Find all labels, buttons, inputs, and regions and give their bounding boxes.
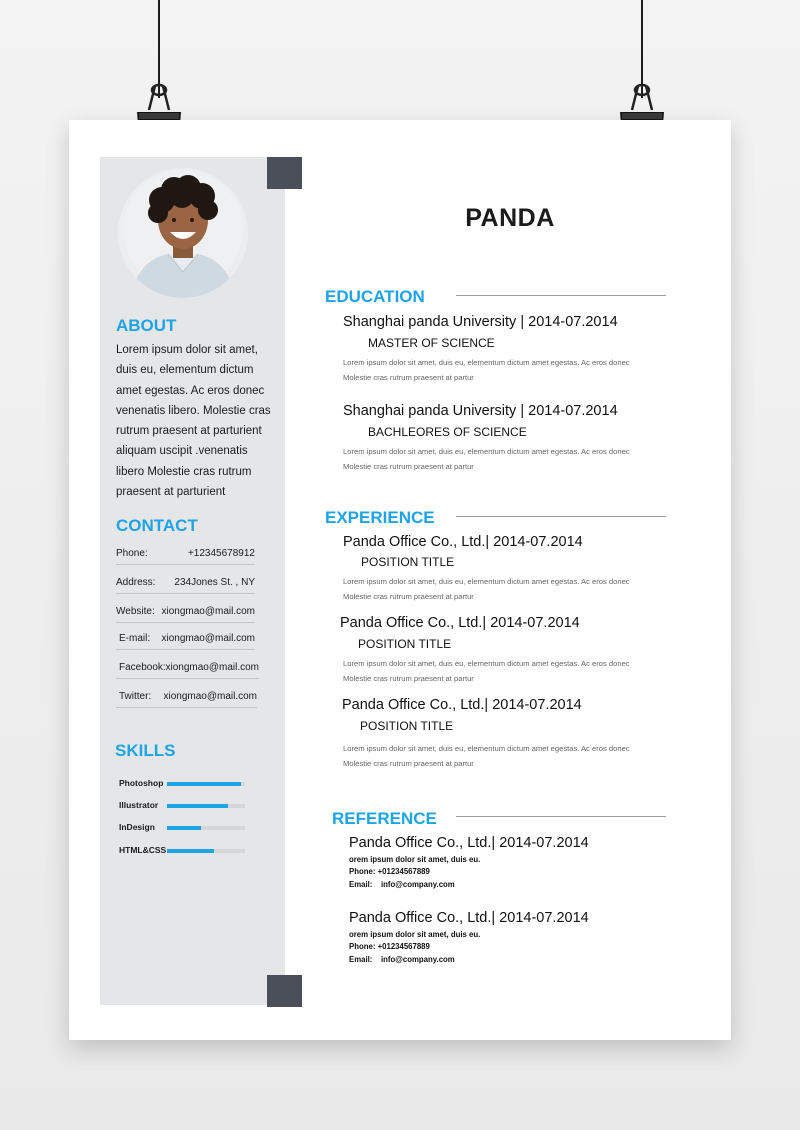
- contact-row-twitter: [116, 689, 257, 708]
- contact-label: Facebook:: [119, 662, 166, 673]
- contact-label: Address:: [116, 577, 156, 588]
- skill-bar-fill: [167, 849, 214, 853]
- reference-entry-description: orem ipsum dolor sit amet, duis eu.: [349, 855, 481, 864]
- decor-square-top: [267, 157, 302, 189]
- reference-entry-description: orem ipsum dolor sit amet, duis eu.: [349, 930, 481, 939]
- experience-entry-heading: Panda Office Co., Ltd.| 2014-07.2014: [343, 534, 583, 550]
- skill-bar-fill: [167, 782, 241, 786]
- education-entry-degree: BACHLEORES OF SCIENCE: [368, 425, 527, 439]
- skill-label: Photoshop: [119, 778, 164, 788]
- experience-entry-heading: Panda Office Co., Ltd.| 2014-07.2014: [342, 697, 582, 713]
- education-entry-degree: MASTER OF SCIENCE: [368, 336, 495, 350]
- skill-label: InDesign: [119, 822, 155, 832]
- skill-bar: [167, 849, 245, 853]
- section-divider: [456, 516, 666, 517]
- reference-entry-heading: Panda Office Co., Ltd.| 2014-07.2014: [349, 835, 589, 851]
- profile-photo: [118, 168, 248, 298]
- education-entry-heading: Shanghai panda University | 2014-07.2014: [343, 314, 618, 330]
- description-line: Lorem ipsum dolor sit amet, duis eu, elementum dictum amet egestas. Ac eros donec: [343, 447, 630, 456]
- skill-bar-fill: [167, 826, 201, 830]
- experience-title: EXPERIENCE: [325, 508, 435, 527]
- education-entry-description: [343, 444, 663, 474]
- reference-entry-email[interactable]: info@company.com: [381, 955, 455, 964]
- skill-bar: [167, 826, 245, 830]
- skill-bar: [167, 782, 245, 786]
- contact-row-email: [116, 631, 255, 650]
- contact-value[interactable]: xiongmao@mail.com: [161, 606, 255, 617]
- experience-entry-description: [343, 656, 663, 686]
- contact-row-address: [116, 575, 255, 594]
- contact-value[interactable]: xiongmao@mail.com: [161, 633, 255, 644]
- contact-row-phone: [116, 546, 255, 565]
- reference-entry-email[interactable]: info@company.com: [381, 880, 455, 889]
- reference-entry-phone: Phone: +01234567889: [349, 942, 430, 951]
- description-line: Molestie cras rutrum praesent at partur: [343, 373, 474, 382]
- reference-title: REFERENCE: [332, 809, 437, 828]
- reference-entry-heading: Panda Office Co., Ltd.| 2014-07.2014: [349, 910, 589, 926]
- experience-entry-heading: Panda Office Co., Ltd.| 2014-07.2014: [340, 615, 580, 631]
- skills-title: SKILLS: [115, 741, 176, 760]
- contact-value: 234Jones St. , NY: [174, 577, 255, 588]
- experience-entry-position: POSITION TITLE: [360, 719, 454, 733]
- contact-row-facebook: [116, 660, 259, 679]
- description-line: Lorem ipsum dolor sit amet, duis eu, elementum dictum amet egestas. Ac eros donec: [343, 744, 630, 753]
- description-line: Molestie cras rutrum praesent at partur: [343, 592, 474, 601]
- skill-label: HTML&CSS: [119, 845, 167, 855]
- about-title: ABOUT: [116, 316, 177, 335]
- education-entry-heading: Shanghai panda University | 2014-07.2014: [343, 403, 618, 419]
- contact-value: +12345678912: [187, 548, 255, 559]
- section-divider: [456, 295, 666, 296]
- skill-label: Illustrator: [119, 800, 159, 810]
- description-line: Molestie cras rutrum praesent at partur: [343, 674, 474, 683]
- contact-label: Twitter:: [119, 691, 152, 702]
- description-line: Molestie cras rutrum praesent at partur: [343, 462, 474, 471]
- reference-entry-email-label: Email:: [349, 880, 373, 889]
- description-line: Lorem ipsum dolor sit amet, duis eu, elementum dictum amet egestas. Ac eros donec: [343, 577, 630, 586]
- decor-square-bottom: [267, 975, 302, 1007]
- contact-value[interactable]: xiongmao@mail.com: [165, 662, 259, 673]
- resume-name: PANDA: [465, 204, 555, 232]
- contact-label: Phone:: [116, 548, 148, 559]
- reference-entry-email-label: Email:: [349, 955, 373, 964]
- contact-value[interactable]: xiongmao@mail.com: [163, 691, 257, 702]
- reference-entry-phone: Phone: +01234567889: [349, 867, 430, 876]
- experience-entry-position: POSITION TITLE: [358, 637, 452, 651]
- contact-label: Website:: [116, 606, 155, 617]
- contact-title: CONTACT: [116, 516, 198, 535]
- experience-entry-position: POSITION TITLE: [361, 555, 455, 569]
- description-line: Lorem ipsum dolor sit amet, duis eu, elementum dictum amet egestas. Ac eros donec: [343, 659, 630, 668]
- education-entry-description: [343, 355, 663, 385]
- education-title: EDUCATION: [325, 287, 425, 306]
- experience-entry-description: [343, 574, 663, 604]
- skill-bar: [167, 804, 245, 808]
- contact-label: E-mail:: [119, 633, 151, 644]
- description-line: Molestie cras rutrum praesent at partur: [343, 759, 474, 768]
- description-line: Lorem ipsum dolor sit amet, duis eu, elementum dictum amet egestas. Ac eros donec: [343, 358, 630, 367]
- skill-bar-fill: [167, 804, 228, 808]
- contact-row-website: [116, 604, 255, 623]
- section-divider: [456, 816, 666, 817]
- experience-entry-description: [343, 741, 663, 771]
- about-text: Lorem ipsum dolor sit amet, duis eu, elementum dictum amet egestas. Ac eros donec venenatis libero. Molestie cras rutrum praesent at parturient aliquam uscipit .venenatis libero Molestie cras rutrum praesent at parturient: [116, 344, 271, 499]
